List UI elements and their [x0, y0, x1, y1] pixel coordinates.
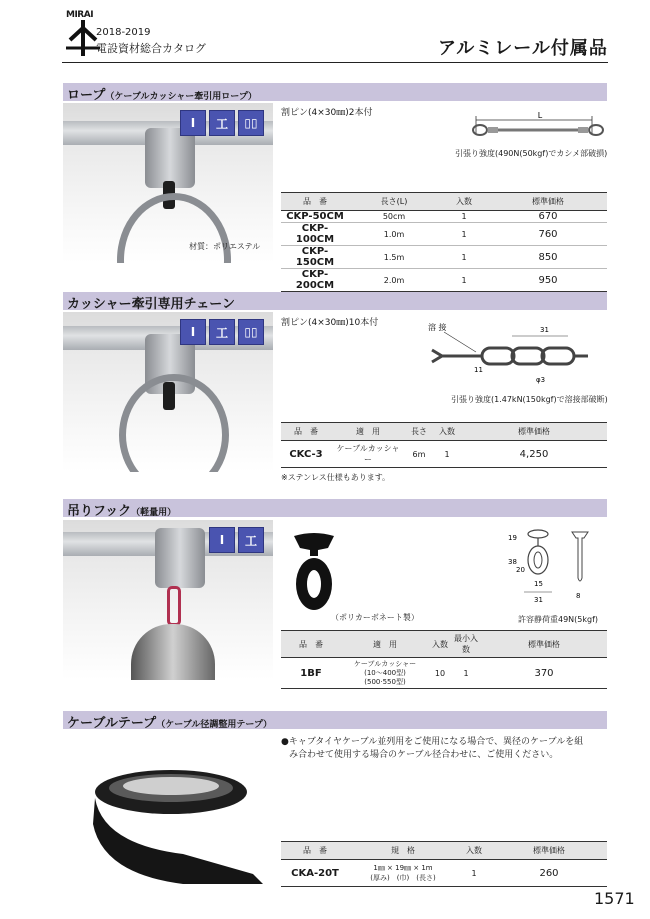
- table-header: [281, 423, 607, 441]
- col-header: 入数: [439, 193, 489, 211]
- product-code: CKA-20T: [281, 860, 349, 887]
- product-photo-chain: [63, 312, 273, 472]
- col-header: 品 番: [281, 842, 349, 860]
- table-header: [281, 842, 607, 860]
- length: 2.0m: [349, 269, 439, 292]
- product-code: CKP-100CM: [281, 223, 349, 246]
- application: [341, 658, 429, 689]
- rail-profile-icon: I: [180, 110, 206, 136]
- section-subtitle: （軽量用）: [131, 508, 177, 518]
- dim-19: 19: [508, 534, 517, 542]
- chain-diagram: [428, 320, 608, 390]
- col-header: 標準価格: [461, 423, 607, 441]
- price: 260: [491, 860, 607, 887]
- length: 50cm: [349, 211, 439, 223]
- table-row: [281, 246, 607, 269]
- section-bar-tape: [63, 711, 607, 729]
- spec-table-chain: [281, 422, 607, 468]
- tape-roll-image: [63, 734, 273, 884]
- price: 760: [489, 223, 607, 246]
- material-note: 材質：ポリエステル: [189, 242, 261, 251]
- rail-profile-wide-icon: 工: [209, 110, 235, 136]
- application-line: (500·550型): [364, 677, 406, 686]
- stainless-footnote: ※ステンレス仕様もあります。: [281, 473, 391, 482]
- specification-line: (厚み) (巾) (長さ): [370, 874, 436, 882]
- col-header: 適 用: [331, 423, 405, 441]
- section-bar-chain: [63, 292, 607, 310]
- page-title: アルミレール付属品: [438, 38, 608, 59]
- rail-profile-icon: I: [209, 527, 235, 553]
- price: 4,250: [461, 441, 607, 468]
- product-code: CKP-200CM: [281, 269, 349, 292]
- col-header: 規 格: [349, 842, 457, 860]
- col-header: 入数: [457, 842, 491, 860]
- header-rule: [62, 62, 608, 63]
- rail-profile-icon: I: [180, 319, 206, 345]
- load-note: 許容静荷重49N(5kgf): [518, 615, 599, 624]
- product-photo-rope: [63, 103, 273, 263]
- col-header: 長さ(L): [349, 193, 439, 211]
- col-header: 標準価格: [489, 193, 607, 211]
- col-header: 入数: [433, 423, 461, 441]
- header: [0, 0, 650, 70]
- weld-label: 溶 接: [428, 323, 447, 332]
- section-title: 吊りフック: [67, 504, 132, 519]
- catalog-year: 2018-2019: [96, 27, 151, 38]
- quantity: 1: [433, 441, 461, 468]
- catalog-title: 電設資材総合カタログ: [96, 42, 206, 55]
- price: 950: [489, 269, 607, 292]
- rail-icon-group: [180, 110, 264, 136]
- dim-L-label: L: [537, 112, 543, 120]
- dim-31: 31: [534, 596, 543, 604]
- product-code: CKP-150CM: [281, 246, 349, 269]
- quantity: 1: [439, 246, 489, 269]
- dim-38: 38: [508, 558, 517, 566]
- application-line: (10〜400型): [364, 668, 406, 677]
- table-row: [281, 269, 607, 292]
- section-bar-rope: [63, 83, 607, 101]
- usage-note-line2: み合わせて使用する場合のケーブル径合わせに、ご使用ください。: [289, 750, 559, 760]
- page-number: 1571: [594, 889, 635, 908]
- specification: [349, 860, 457, 887]
- section-subtitle: （ケーブル径調整用テープ）: [156, 720, 273, 730]
- application: ケーブルカッシャー: [331, 441, 405, 468]
- rail-profile-double-icon: ▯▯: [238, 110, 264, 136]
- product-photo-hook: [63, 520, 273, 680]
- product-code: 1BF: [281, 658, 341, 689]
- col-header: 標準価格: [491, 842, 607, 860]
- col-header: 品 番: [281, 423, 331, 441]
- strength-note: 引張り強度(490N(50kgf)でカシメ部破損): [455, 149, 608, 158]
- quantity: 1: [439, 223, 489, 246]
- rail-icon-group: [180, 319, 264, 345]
- table-row: [281, 223, 607, 246]
- product-code: CKC-3: [281, 441, 331, 468]
- min-quantity: 1: [451, 658, 481, 689]
- usage-note-line1: ●キャブタイヤケーブル並列用をご使用になる場合で、異径のケーブルを組: [281, 737, 584, 747]
- table-header: [281, 193, 607, 211]
- table-row: [281, 860, 607, 887]
- dim-phi-label: φ3: [536, 376, 546, 384]
- quantity: 1: [457, 860, 491, 887]
- logo-text: MIRAI: [66, 10, 94, 20]
- section-title: ロープ: [67, 88, 106, 103]
- strength-note: 引張り強度(1.47kN(150kgf)で溶接部破断): [451, 395, 608, 404]
- col-header: 標準価格: [481, 631, 607, 658]
- section-bar-hook: [63, 499, 607, 517]
- dim-11-label: 11: [474, 366, 483, 374]
- section-subtitle: （ケーブルカッシャー牽引用ロープ）: [105, 92, 257, 102]
- col-header: 適 用: [341, 631, 429, 658]
- hook-product-image: [288, 532, 340, 614]
- pin-note: 割ピン(4×30㎜)2本付: [281, 108, 373, 118]
- application-line: ケーブルカッシャー: [353, 659, 417, 668]
- quantity: 10: [429, 658, 451, 689]
- section-title: ケーブルテープ: [67, 716, 157, 731]
- quantity: 1: [439, 269, 489, 292]
- price: 370: [481, 658, 607, 689]
- table-header: [281, 631, 607, 658]
- price: 670: [489, 211, 607, 223]
- product-photo-tape: [63, 734, 273, 884]
- rail-profile-double-icon: ▯▯: [238, 319, 264, 345]
- col-header: 品 番: [281, 631, 341, 658]
- dim-15: 15: [534, 580, 543, 588]
- table-row: [281, 441, 607, 468]
- dim-31-label: 31: [540, 326, 549, 334]
- section-title: カッシャー牽引専用チェーン: [67, 297, 235, 312]
- table-row: [281, 658, 607, 689]
- spec-table-tape: [281, 841, 607, 887]
- col-header: 品 番: [281, 193, 349, 211]
- length: 1.0m: [349, 223, 439, 246]
- spec-table-hook: [281, 630, 607, 689]
- specification-line: 1㎜ × 19㎜ × 1m: [373, 864, 433, 872]
- col-header: 最小入数: [451, 631, 481, 658]
- rail-icon-group: [209, 527, 264, 553]
- spec-table-rope: [281, 192, 607, 292]
- col-header: 長さ: [405, 423, 433, 441]
- rail-profile-wide-icon: 工: [209, 319, 235, 345]
- rope-diagram: [466, 112, 616, 152]
- hook-dimension-diagram: [496, 528, 606, 612]
- length: 6m: [405, 441, 433, 468]
- table-row: [281, 211, 607, 223]
- price: 850: [489, 246, 607, 269]
- product-code: CKP-50CM: [281, 211, 349, 223]
- dim-20: 20: [516, 566, 525, 574]
- material-note: （ポリカーボネート製）: [331, 613, 419, 622]
- length: 1.5m: [349, 246, 439, 269]
- rail-profile-wide-icon: 工: [238, 527, 264, 553]
- dim-8: 8: [576, 592, 581, 600]
- quantity: 1: [439, 211, 489, 223]
- pin-note: 割ピン(4×30㎜)10本付: [281, 318, 379, 328]
- col-header: 入数: [429, 631, 451, 658]
